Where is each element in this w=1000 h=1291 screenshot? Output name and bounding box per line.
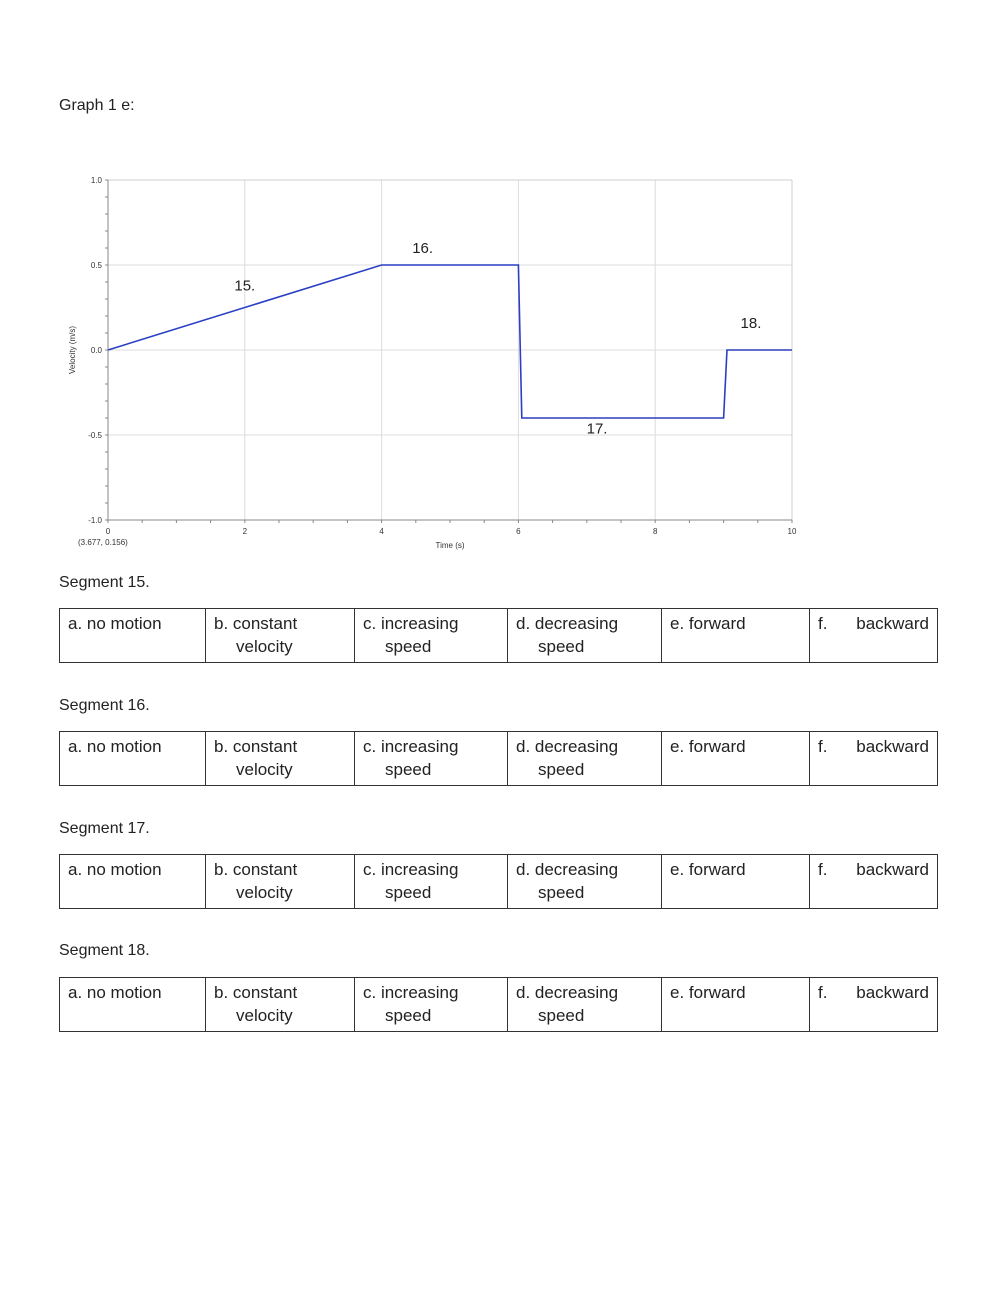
option-c-increasing-speed[interactable]: c. increasing speed bbox=[355, 732, 508, 786]
option-f-backward[interactable]: f. backward bbox=[810, 609, 938, 663]
velocity-time-chart bbox=[50, 165, 810, 560]
y-tick-label: 0.5 bbox=[90, 261, 102, 270]
y-tick-label: -1.0 bbox=[88, 516, 102, 525]
x-tick-label: 8 bbox=[652, 527, 658, 536]
segment-15-label: Segment 15. bbox=[59, 574, 150, 591]
cursor-readout: (3.677, 0.156) bbox=[78, 538, 128, 547]
x-tick-label: 4 bbox=[379, 527, 384, 536]
option-e-forward[interactable]: e. forward bbox=[662, 978, 810, 1032]
segment-16-label: Segment 16. bbox=[59, 697, 150, 714]
x-tick-label: 0 bbox=[105, 527, 111, 536]
segment-15-options bbox=[59, 608, 938, 663]
option-b-constant-velocity[interactable]: b. constant velocity bbox=[206, 855, 355, 909]
x-axis-title: Time (s) bbox=[435, 541, 465, 550]
option-d-decreasing-speed[interactable]: d. decreasing speed bbox=[508, 855, 662, 909]
segment-18-label: Segment 18. bbox=[59, 942, 150, 959]
segment-17-options bbox=[59, 854, 938, 909]
option-e-forward[interactable]: e. forward bbox=[662, 732, 810, 786]
option-c-increasing-speed[interactable]: c. increasing speed bbox=[355, 855, 508, 909]
option-b-constant-velocity[interactable]: b. constant velocity bbox=[206, 609, 355, 663]
segment-17-label: Segment 17. bbox=[59, 820, 150, 837]
segment-annotation: 17. bbox=[586, 420, 608, 438]
y-tick-label: -0.5 bbox=[88, 431, 102, 440]
y-axis-title: Velocity (m/s) bbox=[68, 325, 77, 375]
segment-annotation: 18. bbox=[740, 314, 762, 332]
option-e-forward[interactable]: e. forward bbox=[662, 855, 810, 909]
graph-title: Graph 1 e: bbox=[59, 97, 135, 114]
option-f-backward[interactable]: f. backward bbox=[810, 732, 938, 786]
option-c-increasing-speed[interactable]: c. increasing speed bbox=[355, 978, 508, 1032]
option-f-backward[interactable]: f. backward bbox=[810, 855, 938, 909]
x-tick-label: 10 bbox=[787, 527, 797, 536]
velocity-series-line bbox=[108, 265, 792, 418]
option-a-no-motion[interactable]: a. no motion bbox=[60, 609, 206, 663]
option-e-forward[interactable]: e. forward bbox=[662, 609, 810, 663]
option-c-increasing-speed[interactable]: c. increasing speed bbox=[355, 609, 508, 663]
x-tick-label: 6 bbox=[516, 527, 521, 536]
y-tick-label: 0.0 bbox=[90, 346, 102, 355]
option-b-constant-velocity[interactable]: b. constant velocity bbox=[206, 732, 355, 786]
x-tick-label: 2 bbox=[242, 527, 248, 536]
option-b-constant-velocity[interactable]: b. constant velocity bbox=[206, 978, 355, 1032]
option-d-decreasing-speed[interactable]: d. decreasing speed bbox=[508, 609, 662, 663]
option-d-decreasing-speed[interactable]: d. decreasing speed bbox=[508, 732, 662, 786]
option-a-no-motion[interactable]: a. no motion bbox=[60, 978, 206, 1032]
option-a-no-motion[interactable]: a. no motion bbox=[60, 855, 206, 909]
y-tick-label: 1.0 bbox=[90, 176, 102, 185]
segment-18-options bbox=[59, 977, 938, 1032]
segment-annotation: 16. bbox=[412, 240, 434, 258]
segment-annotation: 15. bbox=[234, 277, 256, 295]
segment-16-options bbox=[59, 731, 938, 786]
option-d-decreasing-speed[interactable]: d. decreasing speed bbox=[508, 978, 662, 1032]
option-a-no-motion[interactable]: a. no motion bbox=[60, 732, 206, 786]
option-f-backward[interactable]: f. backward bbox=[810, 978, 938, 1032]
